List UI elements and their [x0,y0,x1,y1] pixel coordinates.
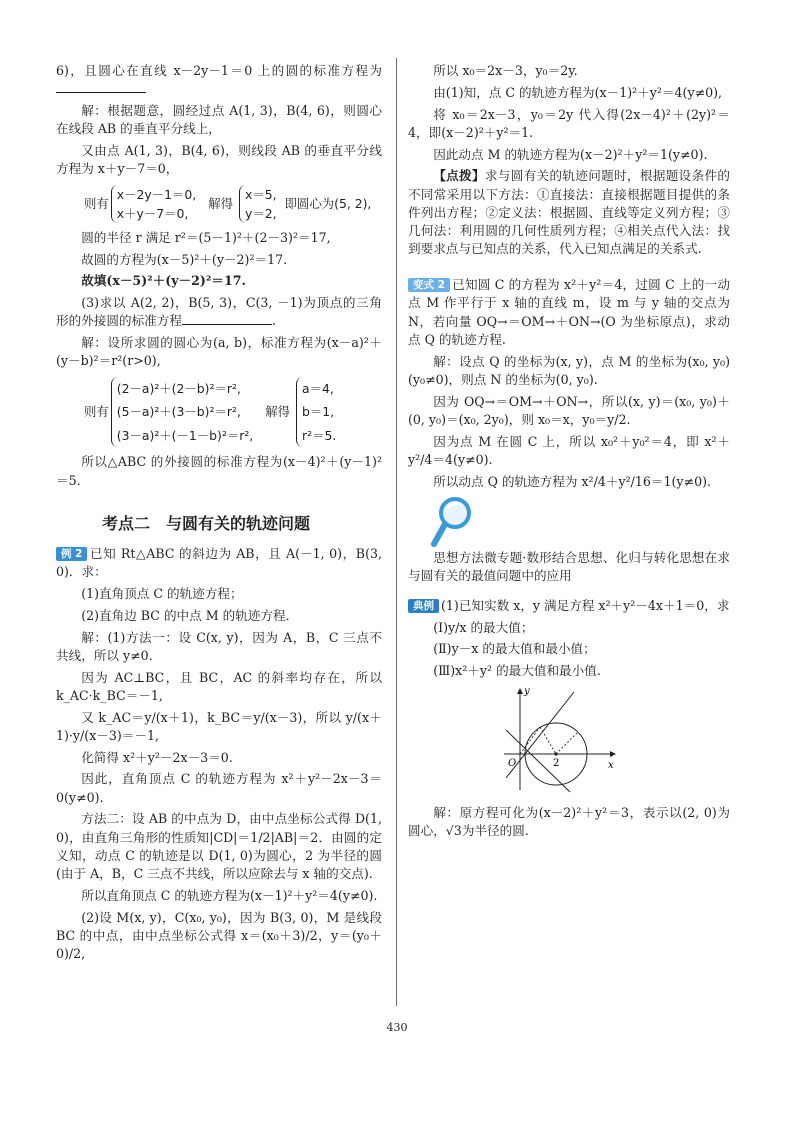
solution-text: 由(1)知，点 C 的轨迹方程为(x－1)²＋y²＝4(y≠0), [433,84,723,100]
solution-text: 所以动点 Q 的轨迹方程为 x²/4＋y²/16＝1(y≠0). [433,473,712,489]
typical-example-stem: 典例 (1)已知实数 x，y 满足方程 x²＋y²－4x＋1＝0，求 [408,597,730,615]
solution-text: 又由点 A(1, 3)，B(4, 6)，则线段 AB 的垂直平分线方程为 x＋y－7＝0， [56,143,382,177]
solution-brace: a＝4, b＝1, r²＝5. [296,377,336,448]
radius-to-tangent [556,732,578,754]
system-brace: x－2y－1＝0, x＋y－7＝0, [111,185,196,223]
solution-text: 所以 x₀＝2x－3，y₀＝2y. [433,63,578,78]
page-number: 430 [386,1021,408,1034]
solution-text: 圆的半径 r 满足 r²＝(5－1)²＋(2－3)²＝17, [81,229,331,245]
equation-system: 则有 x－2y－1＝0, x＋y－7＝0, 解得 x＝5, y＝2, 即圆心为(5, 2), [84,185,382,223]
magnifier-icon [430,495,474,549]
answer-blank [56,80,146,93]
question-item: (1)直角顶点 C 的轨迹方程； [81,586,243,602]
radius-segment [540,727,556,754]
origin-label: O [508,757,517,769]
solution-text: 方法二：设 AB 的中点为 D，由中点坐标公式得 D(1, 0)，由直角三角形的性质知|CD|＝1/2|AB|＝2．由圆的定义知，动点 C 的轨迹是以 D(1, 0)为圆心，2 为半径的圆(由于 A，B，C 三点不共线，所以应除去与 x 轴的交点). [56,811,382,882]
method-title: 思想方法微专题·数形结合思想、化归与转化思想在求与圆有关的最值问题中的应用 [408,549,730,583]
solution-text: 解：原方程可化为(x－2)²＋y²＝3，表示以(2, 0)为圆心，√3为半径的圆. [408,804,730,838]
answer-text: 故填(x－5)²＋(y－2)²＝17. [81,273,246,289]
solution-text: 所以直角顶点 C 的轨迹方程为(x－1)²＋y²＝4(y≠0). [81,887,378,903]
question-item: (2)直角边 BC 的中点 M 的轨迹方程． [81,607,299,623]
right-column [408,62,730,844]
method-header [430,495,730,549]
solution-text: 因为 OQ→＝OM→＋ON→，所以(x, y)＝(x₀, y₀)＋(0, y₀)＝(x₀, 2y₀)，则 x₀＝x，y₀＝y/2. [408,393,730,427]
center-point [554,752,557,755]
tip-label: 【点拨】 [433,168,485,184]
section-title: 考点二 与圆有关的轨迹问题 [102,513,311,533]
solution-text: 解：(1)方法一：设 C(x, y)，因为 A，B，C 三点不共线，所以 y≠0. [56,629,382,663]
radius-to-origin [520,727,540,754]
system-brace: (2－a)²＋(2－b)²＝r², (5－a)²＋(3－b)²＝r², (3－a)²＋(－1－b)²＝r², [111,377,253,448]
center-label: 2 [553,757,560,769]
solution-text: 因此动点 M 的轨迹方程为(x－2)²＋y²＝1(y≠0). [433,146,708,162]
question-item: (Ⅱ)y－x 的最大值和最小值； [433,641,596,657]
example-stem: 例 2 已知 Rt△ABC 的斜边为 AB，且 A(－1, 0)，B(3, 0)．求： [56,546,382,580]
answer-blank [182,312,272,325]
solution-text: 因为点 M 在圆 C 上，所以 x₀²＋y₀²＝4，即 x²＋y²/4＝4(y≠0). [408,433,730,467]
solution-text: 所以△ABC 的外接圆的标准方程为(x－4)²＋(y－1)²＝5. [56,454,382,488]
solution-text: 解：根据题意，圆经过点 A(1, 3)，B(4, 6)，则圆心在线段 AB 的垂直平分线上， [56,103,382,137]
problem-text: 6)，且圆心在直线 x－2y－1＝0 上的圆的标准方程为 [56,62,382,99]
tip-paragraph: 【点拨】求与圆有关的轨迹问题时，根据题设条件的不同常采用以下方法：①直接法：直接根据题目提供的条件列出方程；②定义法：根据圆、直线等定义列方程；③几何法：利用圆的几何性质列方程；④相关点代入法：找到要求点与已知点的关系，代入已知点满足的关系式. [408,168,731,257]
solution-text: (2)设 M(x, y)，C(x₀, y₀)，因为 B(3, 0)，M 是线段 BC 的中点，由中点坐标公式得 x＝(x₀＋3)/2，y＝(y₀＋0)/2, [56,909,382,962]
x-axis-arrow [610,751,616,757]
equation-system: 则有 (2－a)²＋(2－b)²＝r², (5－a)²＋(3－b)²＝r², (3－a)²＋(－1－b)²＝r², 解得 a＝4, b＝1, r²＝5. [84,377,382,448]
column-divider [396,58,397,1006]
left-column [56,62,382,967]
solution-brace: x＝5, y＝2, [239,185,277,223]
question-item: (Ⅰ)y/x 的最大值； [433,619,534,635]
solution-text: 解：设点 Q 的坐标为(x, y)，点 M 的坐标为(x₀, y₀)(y₀≠0)，则点 N 的坐标为(0, y₀). [408,353,730,387]
solution-text: 因为 AC⊥BC，且 BC，AC 的斜率均存在，所以 k_AC·k_BC＝－1, [56,669,382,703]
y-axis-arrow [517,688,523,694]
example-tag: 例 2 [56,547,87,561]
solution-text: 化简得 x²＋y²－2x－3＝0. [81,749,233,765]
solution-text: 因此，直角顶点 C 的轨迹方程为 x²＋y²－2x－3＝0(y≠0). [56,771,382,805]
solution-text: 又 k_AC＝y/(x＋1)，k_BC＝y/(x－3)，所以 y/(x＋1)·y/(x－3)＝－1, [56,709,382,743]
solution-text: 将 x₀＝2x－3，y₀＝2y 代入得(2x－4)²＋(2y)²＝4，即(x－2)²＋y²＝1. [408,106,730,140]
solution-text: 故圆的方程为(x－5)²＋(y－2)²＝17. [81,251,288,267]
variant-tag: 变式 2 [408,278,450,292]
variant-stem: 变式 2 已知圆 C 的方程为 x²＋y²＝4，过圆 C 上的一动点 M 作平行于 x 轴的直线 m，设 m 与 y 轴的交点为 N，若向量 OQ→＝OM→＋ON→(O 为坐标原点)，求动点 Q 的轨迹方程. [408,277,730,347]
typical-example-tag: 典例 [408,599,439,613]
x-axis-label: x [608,759,614,771]
y-axis-label: y [524,685,530,697]
question-item: (Ⅲ)x²＋y² 的最大值和最小值. [433,663,601,678]
circle-tangent-graph [500,684,620,794]
solution-text: 解：设所求圆的圆心为(a, b)，标准方程为(x－a)²＋(y－b)²＝r²(r>0), [56,335,382,369]
problem-text: (3)求以 A(2, 2)，B(5, 3)，C(3, －1)为顶点的三角形的外接圆的标准方程 . [56,295,382,329]
